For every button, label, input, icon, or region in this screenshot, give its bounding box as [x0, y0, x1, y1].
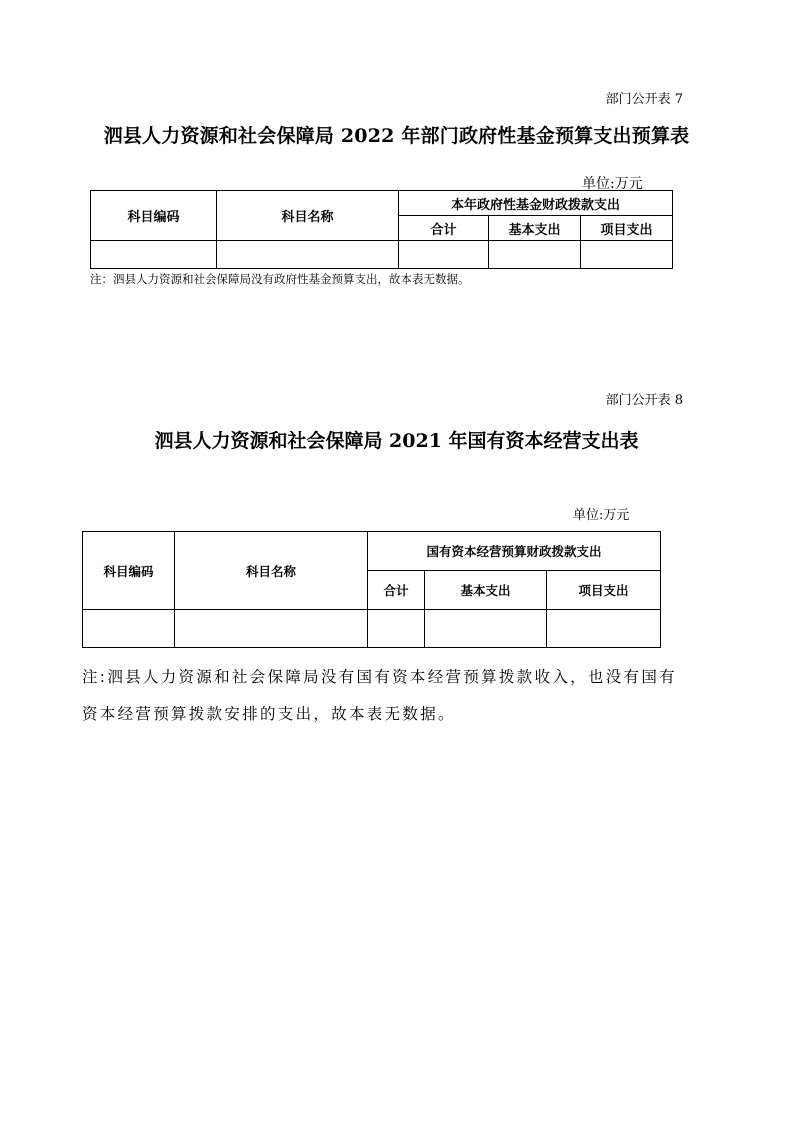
- table-cell: [581, 241, 673, 269]
- table-cell: [425, 610, 547, 648]
- header-group: 国有资本经营预算财政拨款支出: [368, 532, 661, 571]
- header-basic-expense: 基本支出: [425, 571, 547, 610]
- state-capital-table: [82, 531, 661, 648]
- table-cell: [547, 610, 661, 648]
- header-subject-code: 科目编码: [91, 191, 217, 241]
- table-cell: [83, 610, 175, 648]
- table-cell: [217, 241, 399, 269]
- table-cell: [175, 610, 368, 648]
- table-number-label: 部门公开表 7: [605, 92, 683, 107]
- table-cell: [91, 241, 217, 269]
- header-subject-name: 科目名称: [175, 532, 368, 610]
- page-title: 泗县人力资源和社会保障局 2021 年国有资本经营支出表: [154, 430, 639, 452]
- header-basic-expense: 基本支出: [489, 216, 581, 241]
- fund-budget-table: [90, 190, 673, 269]
- table-row: [91, 241, 673, 269]
- header-total: 合计: [368, 571, 425, 610]
- table-cell: [368, 610, 425, 648]
- table-note: 注:泗县人力资源和社会保障局没有国有资本经营预算拨款收入，也没有国有资本经营预算拨款安排的支出，故本表无数据。: [82, 668, 677, 723]
- table-cell: [489, 241, 581, 269]
- header-subject-code: 科目编码: [83, 532, 175, 610]
- header-project-expense: 项目支出: [547, 571, 661, 610]
- header-total: 合计: [399, 216, 489, 241]
- unit-label: 单位:万元: [573, 508, 630, 523]
- table-row: [83, 610, 661, 648]
- table-note: 注：泗县人力资源和社会保障局没有政府性基金预算支出，故本表无数据。: [90, 272, 470, 286]
- page-title: 泗县人力资源和社会保障局 2022 年部门政府性基金预算支出预算表: [103, 125, 690, 147]
- header-project-expense: 项目支出: [581, 216, 673, 241]
- header-group: 本年政府性基金财政拨款支出: [399, 191, 673, 216]
- table-number-label: 部门公开表 8: [605, 393, 683, 408]
- table-cell: [399, 241, 489, 269]
- header-subject-name: 科目名称: [217, 191, 399, 241]
- unit-label: 单位:万元: [582, 176, 643, 192]
